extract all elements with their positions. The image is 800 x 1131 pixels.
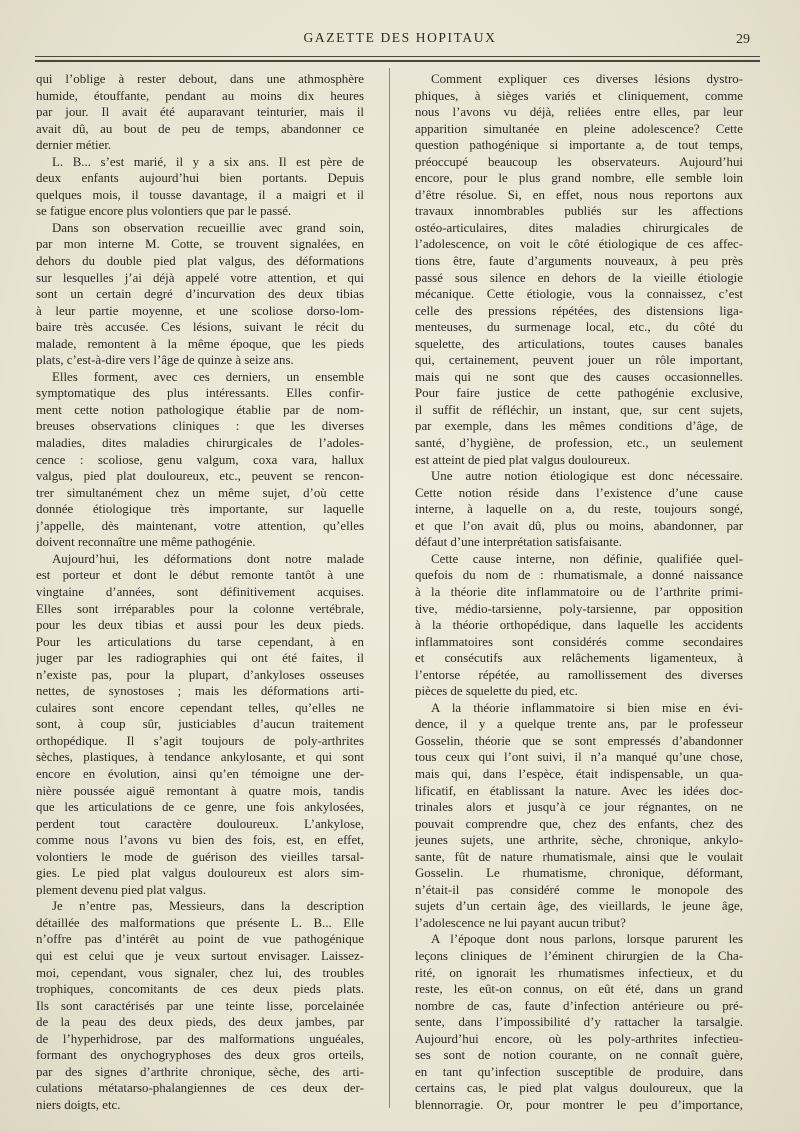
text-line: sur lesquelles j’ai déjà appelé votre attention, et qui [36, 270, 364, 285]
text-line: avait dû, au bout de peu de temps, abandonner ce [36, 121, 364, 136]
text-line: à leur partie moyenne, et une scoliose dorso-lom- [36, 303, 364, 318]
text-line: Gosselin, théorie que se sont empressés d’abandonner [415, 733, 743, 748]
text-line: Gosselin. Le rhumatisme, chronique, déformant, [415, 866, 743, 881]
text-line: tous ceux qui l’ont suivi, il n’a manqué qu’une chose, [415, 750, 743, 765]
text-line: ostéo-articulaires, dites maladies chirurgicales de [415, 220, 743, 235]
text-line: n’était-il pas considéré comme le monopole des [415, 882, 743, 897]
text-line: qui, certainement, peuvent jouer un rôle important, [415, 353, 743, 368]
text-line: préoccupé beaucoup les observateurs. Aujourd’hui [415, 154, 743, 169]
text-line: Ils sont caractérisés par une teinte lisse, porcelainée [36, 998, 364, 1013]
text-line: ment cette notion pathologique établie par de nom- [36, 402, 364, 417]
text-line: il suffit de réfléchir, un instant, que, sur cent sujets, [415, 402, 743, 417]
journal-title: GAZETTE DES HOPITAUX [303, 30, 497, 45]
text-line: pièces de squelette du pied, etc. [415, 684, 578, 699]
text-line: blennorragie. Or, pour montrer le peu d’importance, [415, 1097, 743, 1112]
text-line: culations métatarso-phalangiennes de ces deux der- [36, 1081, 364, 1096]
text-line: Je n’entre pas, Messieurs, dans la description [52, 899, 364, 914]
text-line: Cette notion réside dans l’existence d’une cause [415, 485, 743, 500]
text-line: lificatif, en établissant la nature. Avec les idées doc- [415, 783, 743, 798]
text-line: Une autre notion étiologique est donc nécessaire. [431, 469, 743, 484]
text-line: certains cas, le pied plat valgus douloureux, que la [415, 1081, 743, 1096]
text-line: maladies, dites maladies chirurgicales de l’adoles- [36, 436, 364, 451]
text-line: menteuses, du surmenage local, etc., du côté du [415, 320, 743, 335]
text-line: en tant qu’infection susceptible de produire, dans [415, 1064, 743, 1079]
text-line: cence : scoliose, genu valgum, coxa vara, hallux [36, 452, 364, 467]
text-line: juger par les radiographies qui ont été faites, il [36, 651, 364, 666]
text-line: doivent reconnaître une même pathogénie. [36, 535, 256, 550]
text-line: moi, cependant, vous signaler, chez lui, des troubles [36, 965, 364, 980]
text-line: gies. Le pied plat valgus douloureux est alors sim- [36, 866, 364, 881]
text-line: pour les deux tibias et aussi pour les deux pieds. [36, 618, 364, 633]
text-line: tions être, faute d’arguments nouveaux, à peu près [415, 254, 743, 269]
text-line: à la théorie dite inflammatoire ou de l’arthrite primi- [415, 584, 743, 599]
text-line: Elles sont irréparables pour la colonne vertébrale, [36, 601, 364, 616]
text-line: reste, les eût-on connus, on eût été, dans un grand [415, 982, 743, 997]
text-line: est atteint de pied plat valgus douloureux. [415, 452, 631, 467]
text-line: sèches, plastiques, à tendance ankylosante, et qui sont [36, 750, 364, 765]
header-rule-thin [35, 56, 760, 57]
text-line: comme nous l’avons vu bien des fois, est, en effet, [36, 833, 364, 848]
text-line: culaires sont encore cependant telles, qu’elles ne [36, 700, 364, 715]
text-column-left [36, 71, 364, 1113]
text-line: détaillée des malformations que présente L. B... Elle [36, 915, 364, 930]
text-line: donnée étiologique très importante, sur laquelle [36, 502, 364, 517]
text-line: par jour. Il avait été auparavant teinturier, mais il [36, 105, 364, 120]
text-line: squelette, des articulations, toutes causes banales [415, 336, 743, 351]
text-line: j’appelle, dès maintenant, votre attention, qu’elles [36, 518, 364, 533]
text-line: sante, fût de nature rhumatismale, ainsi que le voulait [415, 849, 743, 864]
text-column-right [415, 71, 743, 1113]
text-line: qui l’oblige à rester debout, dans une athmosphère [36, 72, 364, 86]
text-line: plats, c’est-à-dire vers l’âge de quinze à seize ans. [36, 353, 294, 368]
text-line: volontiers le mode de guérison des vieilles tarsal- [36, 849, 364, 864]
text-line: A l’époque dont nous parlons, lorsque parurent les [431, 932, 743, 947]
text-line: nous l’avons vu déjà, reliées entre elles, par leur [415, 105, 743, 120]
text-line: l’entorse répétée, au ramollissement des diverses [415, 667, 743, 682]
text-line: orthopédique. Il s’agit toujours de poly-arthrites [36, 733, 364, 748]
header-rule-thick [35, 60, 760, 62]
text-line: vingtaine d’années, sont définitivement acquises. [36, 584, 364, 599]
text-line: humide, étouffante, pendant au moins dix heures [36, 88, 364, 103]
text-line: valgus, pied plat douloureux, etc., peuvent se rencon- [36, 469, 364, 484]
text-line: l’adolescence ne lui payant aucun tribut? [415, 915, 626, 930]
text-line: par des signes d’arthrite chronique, sèche, des arti- [36, 1064, 364, 1079]
text-line: trer simultanément chez un même sujet, d’où cette [36, 485, 364, 500]
text-line: niers doigts, etc. [36, 1097, 121, 1112]
text-line: nombre de cas, faute d’infection antérieure ou pré- [415, 998, 743, 1013]
text-line: par exemple, dans les mêmes conditions d’âge, de [415, 419, 743, 434]
text-line: encore, pour le plus grand nombre, elle semble loin [415, 171, 743, 186]
text-line: qui est celui que je veux surtout envisager. Laissez- [36, 948, 364, 963]
text-line: passé sous silence en dehors de la vieille étiologie [415, 270, 743, 285]
text-line: et que l’on avait dû, plus ou moins, abandonner, par [415, 518, 743, 533]
text-line: sont un certain degré d’incurvation des deux tibias [36, 287, 364, 302]
text-line: breuses observations cliniques : que les diverses [36, 419, 364, 434]
text-line: sente, dans l’impossibilité d’y rattacher la tarsalgie. [415, 1015, 743, 1030]
text-line: nettes, de synostoses ; mais les déformations arti- [36, 684, 364, 699]
text-line: d’être résolue. Si, en effet, nous nous reportons aux [415, 187, 743, 202]
text-line: Dans son observation recueillie avec grand soin, [52, 220, 364, 235]
text-line: ses sont de notion courante, on ne connaît guère, [415, 1048, 743, 1063]
text-line: défaut d’une interprétation satisfaisante. [415, 535, 622, 550]
text-line: quelques mois, il tousse davantage, il a maigri et il [36, 187, 364, 202]
text-line: nière poussée aiguë remontant à quatre mois, tandis [36, 783, 364, 798]
text-line: sont, à coup sûr, justiciables d’aucun traitement [36, 717, 364, 732]
text-line: malade, remontent à la même époque, que les pieds [36, 336, 364, 351]
text-line: à la théorie orthopédique, dans laquelle les accidents [415, 618, 743, 633]
text-line: travaux innombrables publiés sur les affections [415, 204, 743, 219]
text-line: Elles forment, avec ces derniers, un ensemble [52, 369, 364, 384]
text-line: apparition simultanée en pleine adolescence? Cette [415, 121, 743, 136]
text-line: Aujourd’hui encore, où les poly-arthrites infectieu- [415, 1031, 743, 1046]
text-line: trinales alors et jusqu’à ce jour régnantes, on ne [415, 800, 743, 815]
text-line: dence, il y a quelque trente ans, par le professeur [415, 717, 743, 732]
text-line: Pour faire justice de cette pathogénie exclusive, [415, 386, 743, 401]
page-number: 29 [736, 32, 750, 47]
text-line: formant des onychogryphoses des deux gros orteils, [36, 1048, 364, 1063]
text-line: celle des pressions répétées, des distensions liga- [415, 303, 743, 318]
text-line: deux enfants aujourd’hui bien portants. Depuis [36, 171, 364, 186]
text-line: trophiques, concomitants de ces deux pieds plats. [36, 982, 364, 997]
text-line: dehors du double pied plat valgus, des déformations [36, 254, 364, 269]
text-line: symptomatique des plus intéressants. Elles confir- [36, 386, 364, 401]
text-line: mais qui, dans l’espèce, était indispensable, un qua- [415, 766, 743, 781]
text-line: est porteur et dont le début remonte tantôt à une [36, 568, 364, 583]
text-line: mais qui ne sont que des causes occasionnelles. [415, 369, 743, 384]
text-line: A la théorie inflammatoire si bien mise en évi- [431, 700, 743, 715]
text-line: perdent tout caractère douloureux. L’ankylose, [36, 816, 364, 831]
text-line: se fatigue encore plus volontiers que par le passé. [36, 204, 292, 219]
text-line: de la peau des deux pieds, des deux jambes, par [36, 1015, 364, 1030]
text-line: sujets d’un certain âge, des vieillards, le jeune âge, [415, 899, 743, 914]
text-line: leçons cliniques de l’éminent chirurgien de la Cha- [415, 948, 743, 963]
text-line: phiques, à sièges variés et cliniquement, comme [415, 88, 743, 103]
text-line: quefois du nom de : rhumatismale, a donné naissance [415, 568, 743, 583]
text-line: et consécutifs aux relâchements ligamenteux, à [415, 651, 743, 666]
text-line: L. B... s’est marié, il y a six ans. Il est père de [52, 154, 364, 169]
text-line: par mon interne M. Cotte, se trouvent signalées, en [36, 237, 364, 252]
text-line: jeunes sujets, une arthrite, sèche, chronique, ankylo- [415, 833, 743, 848]
text-line: l’adolescence, on voit le côté étiologique de ces affec- [415, 237, 743, 252]
text-line: de l’hyperhidrose, par des malformations unguéales, [36, 1031, 364, 1046]
text-line: que les articulations de ce genre, une fois ankylosées, [36, 800, 364, 815]
text-line: Comment expliquer ces diverses lésions dystro- [431, 72, 743, 86]
text-line: mécanique. Cette étiologie, vous la connaissez, c’est [415, 287, 743, 302]
text-line: inflammatoires sont considérés comme secondaires [415, 634, 743, 649]
text-line: tive, médio-tarsienne, poly-tarsienne, par opposition [415, 601, 743, 616]
text-line: dernier métier. [36, 138, 112, 153]
text-line: interne, à laquelle on a, du reste, toujours songé, [415, 502, 743, 517]
text-line: rité, on ignorait les rhumatismes infectieux, et du [415, 965, 743, 980]
text-line: encore en évolution, ainsi qu’en témoigne une der- [36, 766, 364, 781]
text-line: question pathogénique si importante a, de tout temps, [415, 138, 743, 153]
text-line: n’existe pas, pour la plupart, d’ankyloses osseuses [36, 667, 364, 682]
text-line: Cette cause interne, non définie, qualifiée quel- [431, 551, 743, 566]
text-line: n’offre pas d’intérêt au point de vue pathogénique [36, 932, 364, 947]
text-line: plement devenu pied plat valgus. [36, 882, 207, 897]
text-line: baire très accusée. Ces lésions, suivant le récit du [36, 320, 364, 335]
text-line: Aujourd’hui, les déformations dont notre malade [52, 551, 364, 566]
running-head [0, 30, 800, 52]
text-line: Pour les articulations du tarse cependant, à en [36, 634, 364, 649]
text-line: santé, d’hygiène, de profession, etc., un seulement [415, 436, 743, 451]
column-divider [389, 68, 390, 1108]
text-line: pouvait comprendre que, chez des enfants, chez des [415, 816, 743, 831]
